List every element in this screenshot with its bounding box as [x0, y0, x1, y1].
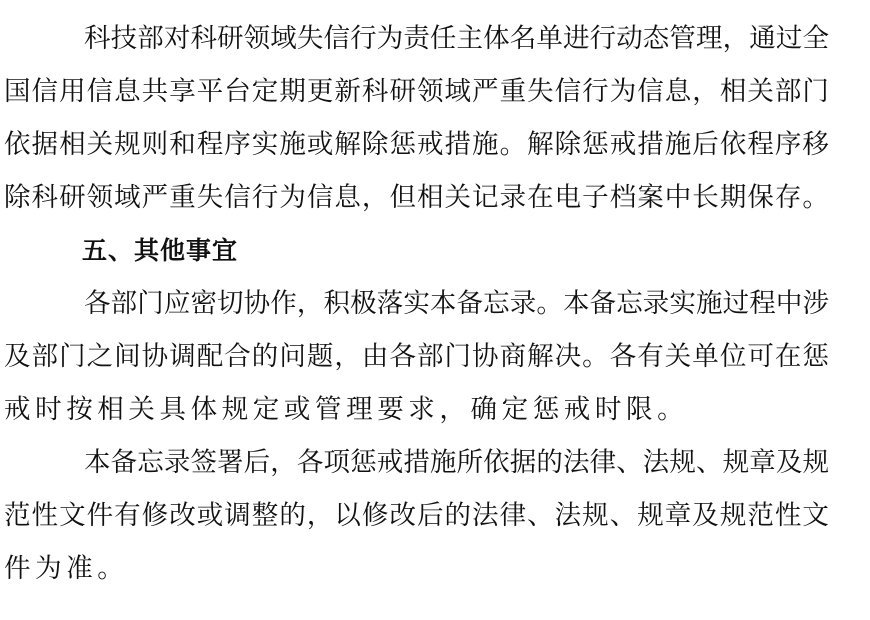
paragraph-1-line-3: 依 据 相 关 规 则 和 程 序 实 施 或 解 除 惩 戒 措 施 。 解 除 惩 戒 措 施 后 依 程 序 移: [4, 129, 829, 160]
section-heading: 五、其他事宜: [82, 236, 239, 265]
paragraph-3-line-2: 范 性 文 件 有 修 改 或 调 整 的 ， 以 修 改 后 的 法 律 、 法 规 、 规 章 及 规 范 性 文: [4, 500, 829, 531]
paragraph-3-line-1: 本 备 忘 录 签 署 后 ， 各 项 惩 戒 措 施 所 依 据 的 法 律 、 法 规 、 规 章 及 规: [84, 447, 829, 478]
paragraph-2-line-2: 及 部 门 之 间 协 调 配 合 的 问 题 ， 由 各 部 门 协 商 解 决 。 各 有 关 单 位 可 在 惩: [4, 341, 829, 372]
paragraph-2-line-3: 戒时按相关具体规定或管理要求，确定惩戒时限。: [4, 394, 689, 425]
paragraph-1-line-1: 科 技 部 对 科 研 领 域 失 信 行 为 责 任 主 体 名 单 进 行 动 态 管 理 ， 通 过 全: [84, 23, 829, 54]
paragraph-1-line-2: 国 信 用 信 息 共 享 平 台 定 期 更 新 科 研 领 域 严 重 失 信 行 为 信 息 ， 相 关 部 门: [4, 76, 829, 107]
paragraph-1-line-4: 除 科 研 领 域 严 重 失 信 行 为 信 息 ， 但 相 关 记 录 在 电 子 档 案 中 长 期 保 存 。: [4, 182, 829, 213]
paragraph-3-line-3: 件为准。: [4, 553, 129, 584]
paragraph-2-line-1: 各 部 门 应 密 切 协 作 ， 积 极 落 实 本 备 忘 录 。 本 备 忘 录 实 施 过 程 中 涉: [84, 288, 829, 319]
